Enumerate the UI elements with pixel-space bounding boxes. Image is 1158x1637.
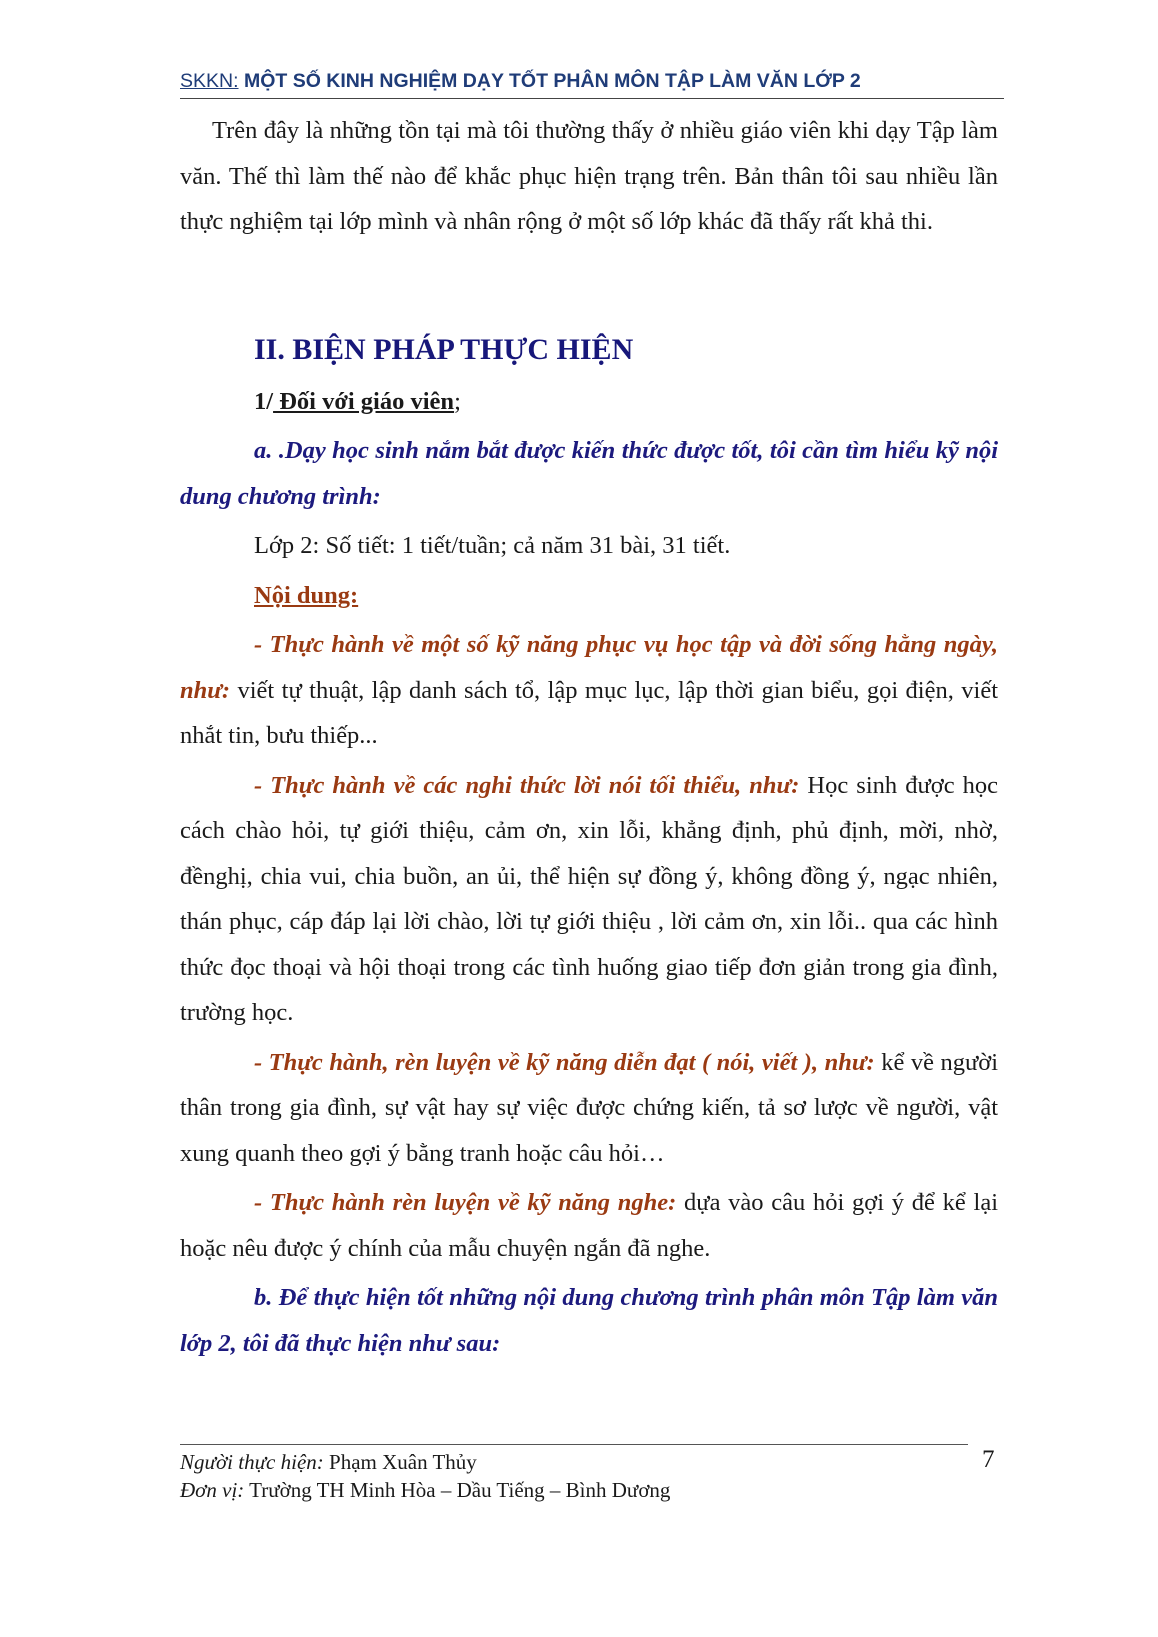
subsection-tail: ; xyxy=(454,387,461,415)
item-a-heading: a. .Dạy học sinh nắm bắt được kiến thức được tốt, tôi cần tìm hiểu kỹ nội dung chương trình: xyxy=(180,437,998,510)
bullet-lead: - Thực hành, rèn luyện về kỹ năng diễn đạt ( nói, viết ), như: xyxy=(254,1048,875,1076)
footer-unit-label: Đơn vị: xyxy=(180,1478,245,1502)
footer-unit: Trường TH Minh Hòa – Dầu Tiếng – Bình Dương xyxy=(244,1478,671,1502)
bullet-item xyxy=(180,622,998,759)
subsection-title: Đối với giáo viên xyxy=(273,387,455,415)
bullet-text: Học sinh được học cách chào hỏi, tự giới thiệu, cảm ơn, xin lỗi, khẳng định, phủ định, mời, nhờ, đềnghị, chia vui, chia buồn, an ủi, thể hiện sự đồng ý, không đồng ý, ngạc nhiên, thán phục, cáp đáp lại lời chào, lời tự giới thiệu , lời cảm ơn, xin lỗi.. qua các hình thức đọc thoại và hội thoại trong các tình huống giao tiếp đơn giản trong gia đình, trường học. xyxy=(180,771,998,1026)
bullet-item xyxy=(180,763,998,1036)
subsection-number: 1/ xyxy=(254,387,274,415)
page-footer xyxy=(180,1448,1000,1504)
bullet-item xyxy=(180,1180,998,1271)
bullet-text: kể về người thân trong gia đình, sự vật hay sự việc được chứng kiến, tả sơ lược về người, vật xung quanh theo gợi ý bằng tranh hoặc câu hỏi… xyxy=(180,1048,998,1167)
item-b-heading: b. Để thực hiện tốt những nội dung chương trình phân môn Tập làm văn lớp 2, tôi đã thực hiện như sau: xyxy=(180,1284,998,1357)
content-heading-row xyxy=(180,573,998,619)
page-number: 7 xyxy=(982,1446,995,1473)
header-lead: SKKN: xyxy=(180,70,239,92)
program-line: Lớp 2: Số tiết: 1 tiết/tuần; cả năm 31 bài, 31 tiết. xyxy=(254,532,731,559)
bullet-text: dựa vào câu hỏi gợi ý để kể lại hoặc nêu được ý chính của mẫu chuyện ngắn đã nghe. xyxy=(180,1189,998,1262)
footer-author: Phạm Xuân Thủy xyxy=(323,1450,477,1474)
bullet-text: viết tự thuật, lập danh sách tổ, lập mục lục, lập thời gian biểu, gọi điện, viết nhắt tin, bưu thiếp... xyxy=(180,676,998,749)
header-divider xyxy=(180,98,1004,99)
page-body xyxy=(180,108,998,1366)
intro-paragraph: Trên đây là những tồn tại mà tôi thường thấy ở nhiều giáo viên khi dạy Tập làm văn. Thế thì làm thế nào để khắc phục hiện trạng trên. Bản thân tôi sau nhiều lần thực nghiệm tại lớp mình và nhân rộng ở một số lớp khác đã thấy rất khả thi. xyxy=(180,117,998,235)
footer-divider xyxy=(180,1444,968,1445)
bullet-lead: - Thực hành về một số kỹ năng phục vụ học tập và đời sống hằng ngày, như: xyxy=(180,631,998,704)
subsection-heading xyxy=(180,379,998,425)
footer-author-line xyxy=(180,1448,1000,1476)
bullet-lead: - Thực hành về các nghi thức lời nói tối thiểu, như: xyxy=(254,771,800,799)
footer-author-label: Người thực hiện: xyxy=(180,1450,324,1474)
running-header xyxy=(180,70,1000,93)
header-title: MỘT SỐ KINH NGHIỆM DẠY TỐT PHÂN MÔN TẬP LÀM VĂN LỚP 2 xyxy=(238,70,861,92)
bullet-item xyxy=(180,1040,998,1177)
bullet-lead: - Thực hành rèn luyện về kỹ năng nghe: xyxy=(254,1189,677,1216)
footer-unit-line xyxy=(180,1476,1000,1504)
content-heading: Nội dung: xyxy=(254,581,359,609)
section-heading: II. BIỆN PHÁP THỰC HIỆN xyxy=(254,332,634,366)
